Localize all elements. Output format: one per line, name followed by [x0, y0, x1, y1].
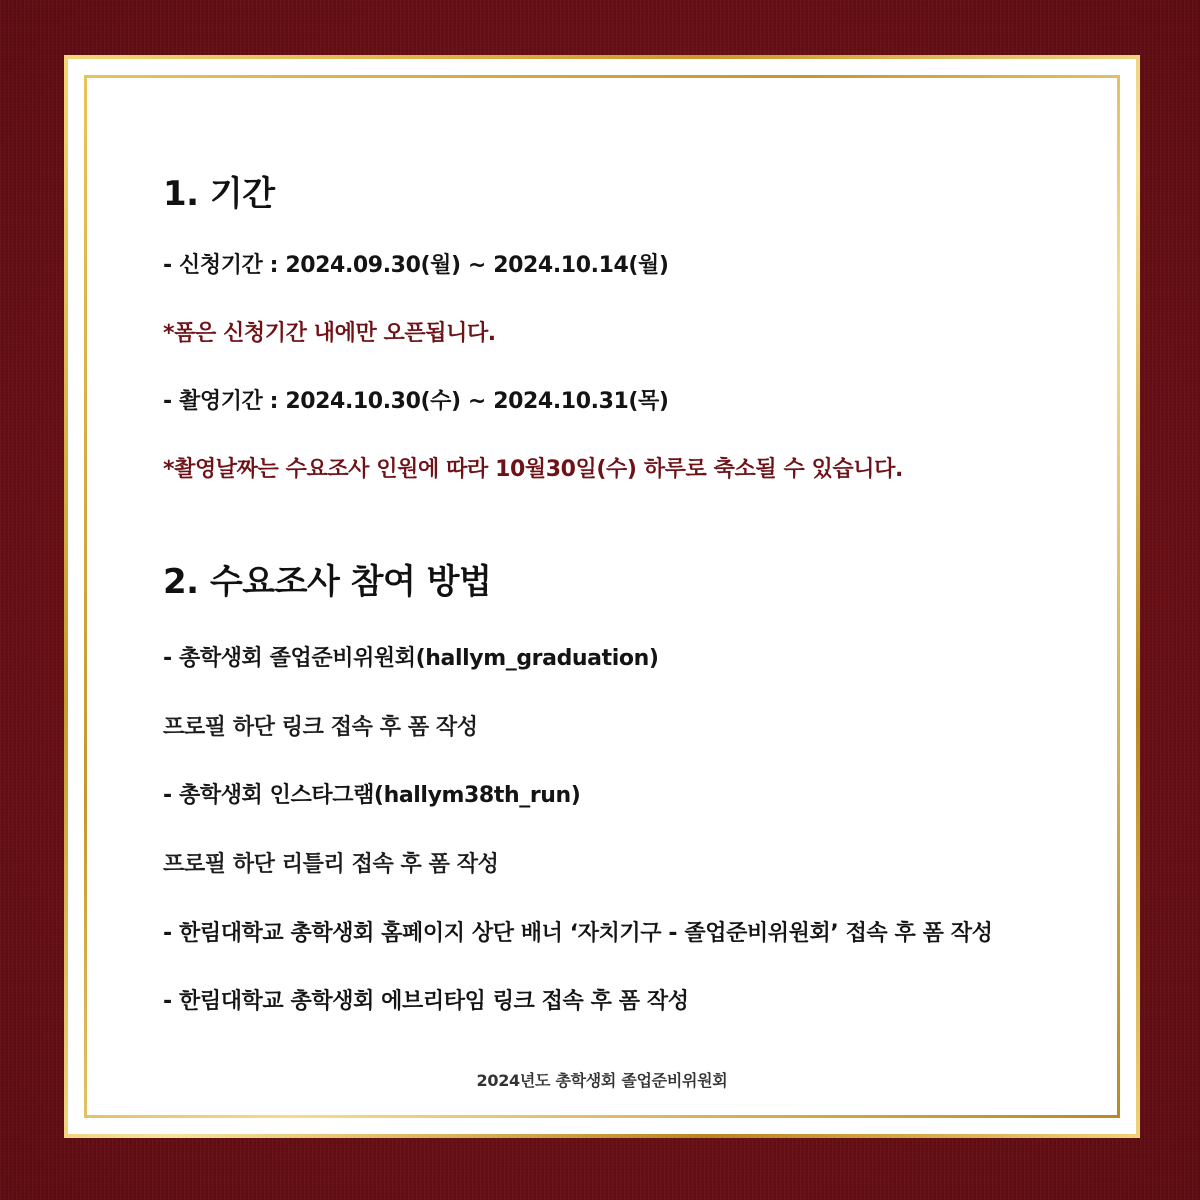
method-item-instagram: - 총학생회 인스타그램(hallym38th_run) — [163, 783, 581, 808]
frame-white-border — [68, 59, 1136, 1134]
apply-period: - 신청기간 : 2024.09.30(월) ~ 2024.10.14(월) — [163, 253, 669, 278]
notice-panel — [87, 78, 1117, 1115]
section2-title: 2. 수요조사 참여 방법 — [163, 562, 492, 602]
footer-organization: 2024년도 총학생회 졸업준비위원회 — [476, 1071, 728, 1090]
method-item-homepage: - 한림대학교 총학생회 홈페이지 상단 배너 ‘자치기구 - 졸업준비위원회’ 접속 후 폼 작성 — [163, 921, 993, 946]
method-detail-graduation-committee: 프로필 하단 링크 접속 후 폼 작성 — [163, 715, 478, 740]
method-detail-instagram: 프로필 하단 리틀리 접속 후 폼 작성 — [163, 852, 499, 877]
shoot-note: *촬영날짜는 수요조사 인원에 따라 10월30일(수) 하루로 축소될 수 있습니다. — [163, 457, 903, 482]
shoot-period: - 촬영기간 : 2024.10.30(수) ~ 2024.10.31(목) — [163, 389, 669, 414]
apply-note: *폼은 신청기간 내에만 오픈됩니다. — [163, 321, 496, 346]
method-item-graduation-committee: - 총학생회 졸업준비위원회(hallym_graduation) — [163, 646, 659, 671]
gold-outer-frame — [64, 55, 1140, 1138]
gold-inner-frame — [84, 75, 1120, 1118]
section1-title: 1. 기간 — [163, 174, 275, 214]
method-item-everytime: - 한림대학교 총학생회 에브리타임 링크 접속 후 폼 작성 — [163, 989, 689, 1014]
